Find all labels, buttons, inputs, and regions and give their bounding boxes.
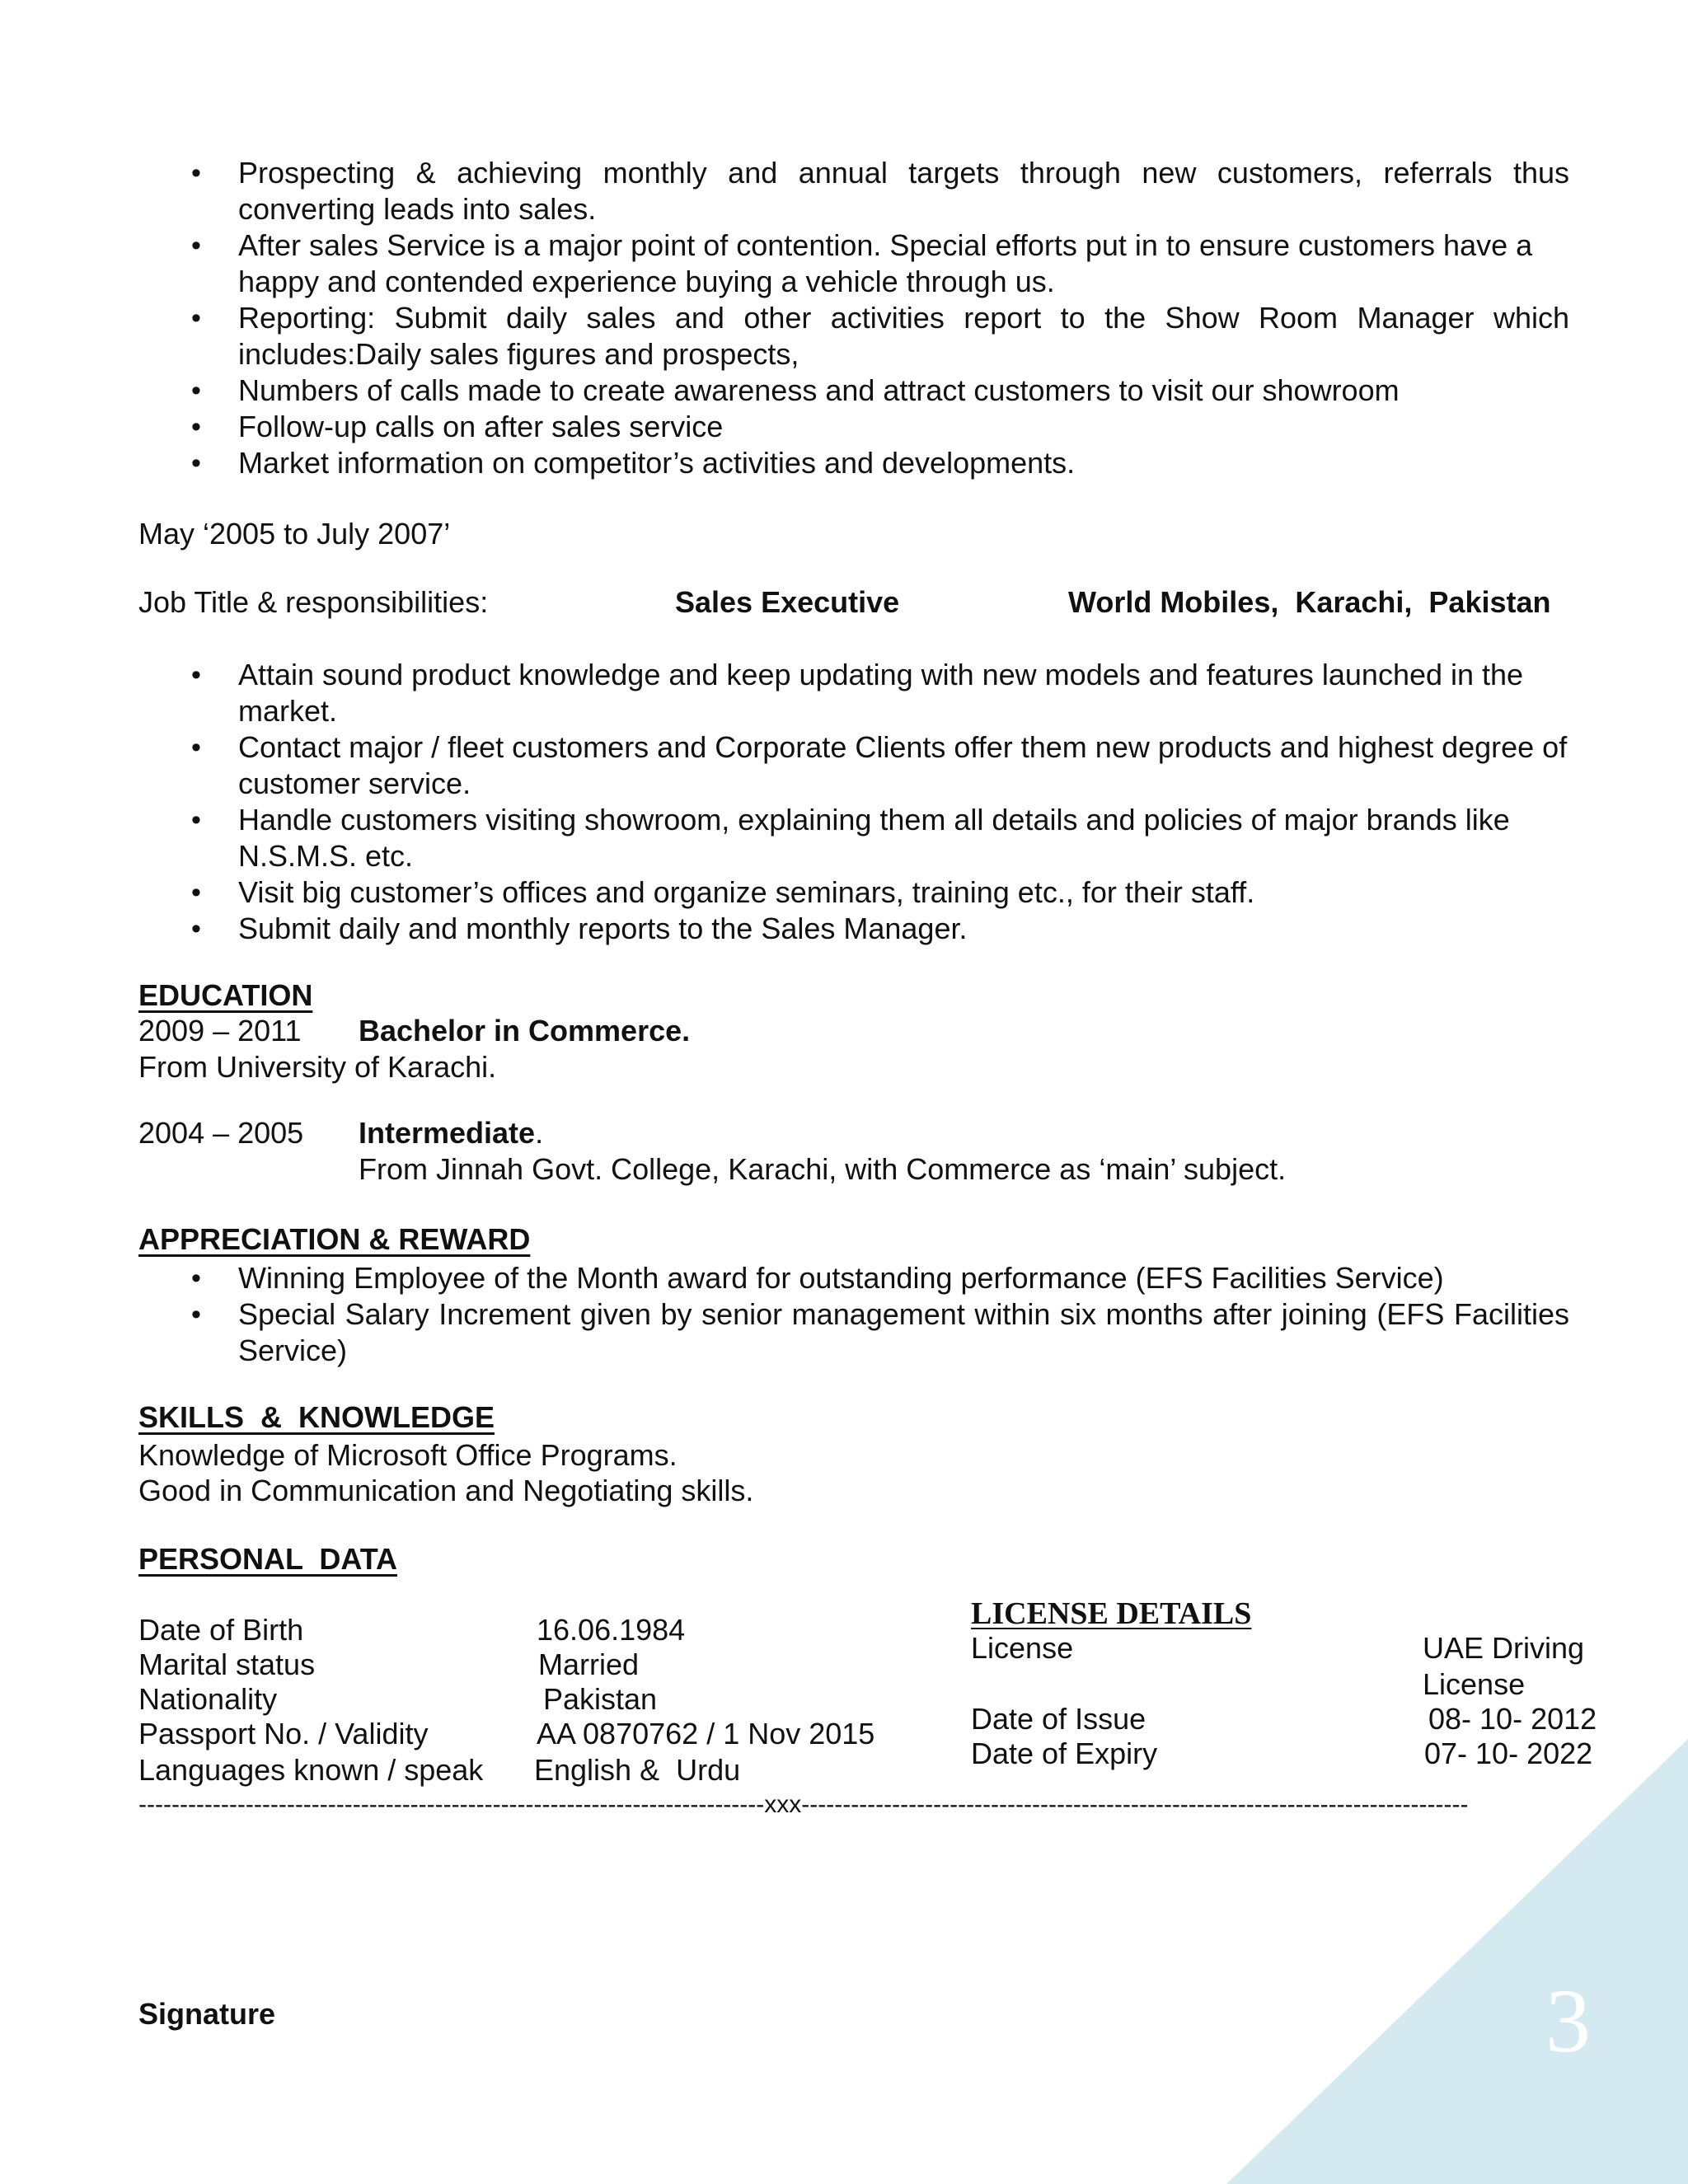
education-degree-suffix: .	[535, 1116, 544, 1150]
education-years: 2009 – 2011	[138, 1014, 302, 1047]
list-item: • After sales Service is a major point of contention. Special efforts put in to ensure customers have a happy and contended experience buying a vehicle through us.	[138, 227, 1569, 300]
appreciation-heading: APPRECIATION & REWARD	[138, 1222, 531, 1256]
license-label: Date of Expiry	[971, 1736, 1158, 1770]
license-value: 08- 10- 2012	[1428, 1702, 1597, 1736]
personal-value: Pakistan	[543, 1682, 658, 1716]
personal-heading: PERSONAL DATA	[138, 1542, 398, 1576]
list-item: • Special Salary Increment given by senior management within six months after joining (EFS Facilities Service)	[138, 1296, 1569, 1369]
list-item: • Reporting: Submit daily sales and other activities report to the Show Room Manager which includes:Daily sales figures and prospects,	[138, 300, 1569, 373]
personal-label: Passport No. / Validity	[138, 1717, 429, 1750]
license-heading: LICENSE DETAILS	[971, 1596, 1252, 1631]
education-heading: EDUCATION	[138, 978, 313, 1012]
list-item: • Contact major / fleet customers and Corporate Clients offer them new products and highest degree of customer service.	[138, 729, 1569, 802]
personal-value: AA 0870762 / 1 Nov 2015	[537, 1717, 875, 1750]
appreciation-list	[138, 1260, 1569, 1369]
section-separator: ----------------------------------------------------------------------------xxx---------------------------------------------------------------------------------	[138, 1791, 1469, 1818]
education-years: 2004 – 2005	[138, 1116, 304, 1150]
license-label: License	[971, 1631, 1074, 1665]
education-detail: From Jinnah Govt. College, Karachi, with Commerce as ‘main’ subject.	[359, 1152, 1287, 1186]
page-number: 3	[1545, 1971, 1591, 2071]
education-degree: Intermediate	[359, 1116, 536, 1150]
personal-label: Date of Birth	[138, 1613, 304, 1647]
list-item: • Market information on competitor’s activities and developments.	[138, 445, 1569, 481]
signature-label: Signature	[138, 1997, 276, 2031]
list-item: • Numbers of calls made to create awareness and attract customers to visit our showroom	[138, 373, 1569, 409]
personal-label: Nationality	[138, 1682, 278, 1716]
skills-heading: SKILLS & KNOWLEDGE	[138, 1400, 495, 1434]
list-item: • Visit big customer’s offices and organize seminars, training etc., for their staff.	[138, 874, 1569, 911]
license-label: Date of Issue	[971, 1702, 1146, 1736]
list-item: • Prospecting & achieving monthly and annual targets through new customers, referrals thus converting leads into sales.	[138, 155, 1569, 227]
list-item: • Handle customers visiting showroom, explaining them all details and policies of major brands like N.S.M.S. etc.	[138, 802, 1569, 874]
education-degree-line	[359, 1115, 543, 1151]
job2-title-label: Job Title & responsibilities:	[138, 585, 489, 619]
education-degree: Bachelor in Commerce.	[359, 1014, 691, 1047]
license-value: UAE Driving License	[1423, 1631, 1585, 1701]
education-detail: From University of Karachi.	[138, 1050, 497, 1084]
job2-company: World Mobiles, Karachi, Pakistan	[1068, 585, 1551, 619]
list-item: • Follow-up calls on after sales service	[138, 409, 1569, 445]
list-item: • Attain sound product knowledge and keep updating with new models and features launched in the market.	[138, 657, 1569, 729]
job2-period: May ‘2005 to July 2007’	[138, 517, 451, 551]
license-value: 07- 10- 2022	[1424, 1736, 1593, 1770]
job1-responsibilities	[138, 155, 1569, 481]
skills-line: Good in Communication and Negotiating skills.	[138, 1474, 754, 1507]
list-item: • Winning Employee of the Month award for outstanding performance (EFS Facilities Service)	[138, 1260, 1569, 1296]
personal-value: English & Urdu	[534, 1753, 741, 1787]
job2-responsibilities	[138, 657, 1569, 947]
job2-title: Sales Executive	[675, 585, 900, 619]
personal-label: Languages known / speak	[138, 1753, 484, 1787]
personal-label: Marital status	[138, 1647, 316, 1681]
personal-value: Married	[538, 1647, 640, 1681]
skills-line: Knowledge of Microsoft Office Programs.	[138, 1438, 678, 1472]
personal-value: 16.06.1984	[537, 1613, 686, 1647]
list-item: • Submit daily and monthly reports to the Sales Manager.	[138, 911, 1569, 947]
